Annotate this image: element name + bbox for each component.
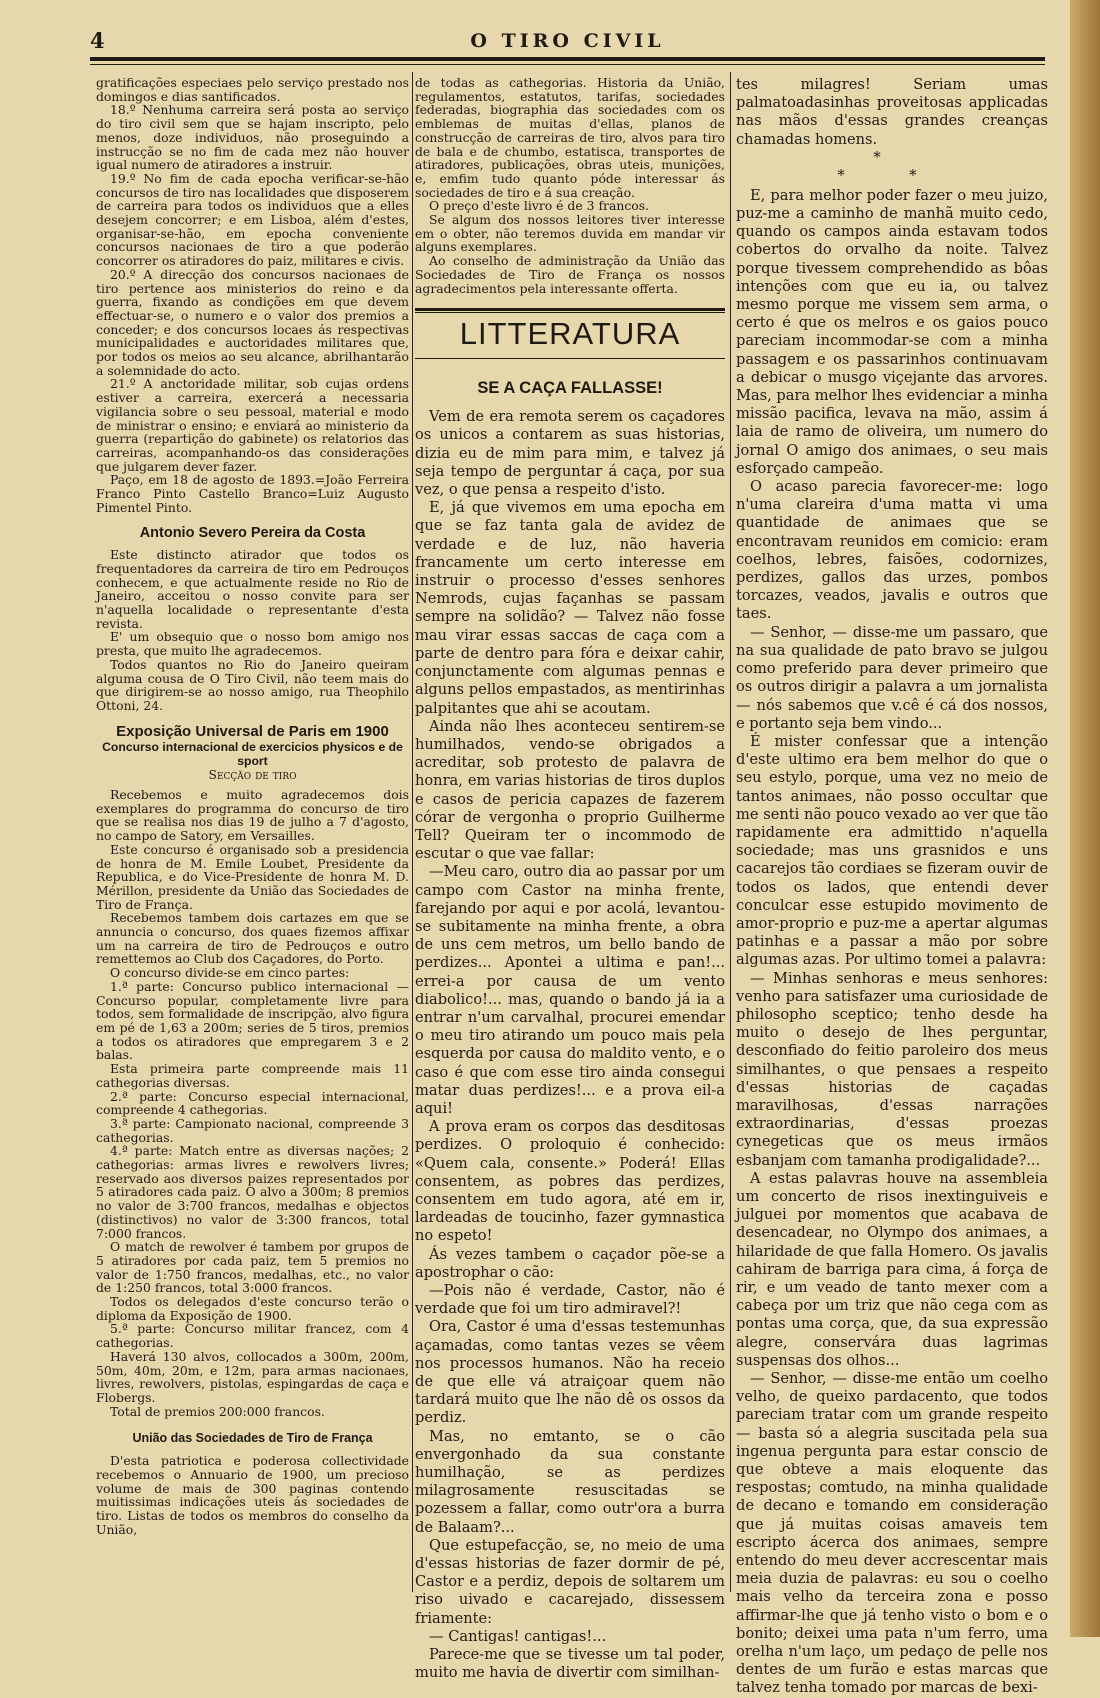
article-paragraph: 21.º A anctoridade militar, sob cujas ordens estiver a carreira, exercerá a necessaria vigilancia sobre o seu pessoal, material e modo de ministrar o ensino; e enviará ao ministerio da guerra (repartição do gabinete) os relatorios das carreiras, acompanhando-os das considerações que julgarem dever fazer.	[96, 376, 409, 474]
section-rule	[415, 308, 725, 313]
article-paragraph: O match de rewolver é tambem por grupos de 5 atiradores por cada paiz, tem 5 premios no valor de 1:750 francos, medalhas, etc., no valor de 1:250 francos, total 3:000 francos.	[96, 1239, 409, 1296]
article-paragraph: E' um obsequio que o nosso bom amigo nos presta, que muito lhe agradecemos.	[96, 629, 409, 659]
story-paragraph: Que estupefacção, se, no meio de uma d'essas historias de fazer dormir de pé, Castor e a perdiz, depois de soltarem um riso uivado e cacarejado, dissessem friamente:	[415, 1536, 725, 1627]
column-divider-left	[412, 72, 413, 1592]
article-paragraph: gratificações especiaes pelo serviço prestado nos domingos e dias santificados.	[96, 75, 409, 104]
article-paragraph: 3.ª parte: Campionato nacional, compreende 3 cathegorias.	[96, 1115, 409, 1145]
article-paragraph: O preço d'este livro é de 3 francos.	[429, 198, 650, 214]
article-paragraph: Este distincto atirador que todos os frequentadores da carreira de tiro em Pedrouços conhecem, e que actualmente reside no Rio de Janeiro, acceitou o nosso convite para ser n'aquella localidade o representante d'esta revista.	[96, 547, 409, 631]
paper-edge	[1070, 0, 1100, 1637]
article-paragraph: de todas as cathegorias. Historia da União, regulamentos, estatutos, tarifas, sociedades federadas, biographia das sociedades com os emblemas de muitas d'ellas, planos de construcção de carreiras de tiro, alvos para tiro de bala e de chumbo, estatisca, transportes de atiradores, publicações, obras uteis, munições, e, emfim tudo quanto póde interessar ás sociedades de tiro e á sua creação.	[415, 75, 725, 200]
article-paragraph: Todos os delegados d'este concurso terão o diploma da Exposição de 1900.	[96, 1294, 409, 1323]
section-label: Secção de tiro	[208, 768, 297, 783]
asterism-bottom: * *	[837, 166, 947, 184]
section-title-rule	[415, 358, 725, 361]
column-left	[96, 76, 409, 1594]
story-paragraph: A estas palavras houve na assembleia um concerto de risos inextinguiveis e julguei por momentos que acabava de desencadear, no Olympo dos animaes, a hilaridade de que falla Homero. Os javalis cahiram de barriga para cima, á força de rir, e um veado de tanto mexer com a cabeça por um triz que não cega com as pontas uma corça, que, da sua expressão alegre, conservára duas lagrimas suspensas dos olhos...	[736, 1169, 1048, 1369]
story-paragraph: — Minhas senhoras e meus senhores: venho para satisfazer uma curiosidade de philosopho sceptico; tenho desde ha muito o desejo de lhes perguntar, desconfiado do feitio paroleiro dos meus similhantes, o que pensaes a respeito d'essas historias de caçadas maravilhosas, d'essas narrações extraordinarias, d'essas proezas cynegeticas que os meus irmãos esbanjam com tamanha prodigalidade?...	[736, 969, 1048, 1169]
article-paragraph: Haverá 130 alvos, collocados a 300m, 200m, 50m, 40m, 20m, e 12m, para armas nacionaes, livres, rewolvers, pistolas, espingardas de caça e Flobergs.	[96, 1348, 409, 1405]
article-paragraph: Total de premios 200:000 francos.	[110, 1403, 325, 1419]
section-subheading: Concurso internacional de exercicios physicos e de sport	[102, 740, 403, 769]
header-rule-thin	[90, 64, 1045, 65]
story-paragraph: E, já que vivemos em uma epocha em que se faz tanta gala de avidez de verdade e de luz, não haveria francamente um certo interesse em instruir o processo d'esses senhores Nemrods, cujas façanhas se passam sempre na solidão? — Talvez não fosse mau virar essas saccas de caça com a parte de dentro para fóra e deixar cahir, conjunctamente com algumas pennas e alguns pellos empastados, as mentirinhas palpitantes que ahi se acoutam.	[415, 499, 725, 717]
article-paragraph: 2.ª parte: Concurso especial internacional, compreende 4 cathegorias.	[96, 1088, 409, 1118]
column-right	[736, 76, 1048, 1697]
article-paragraph: 4.ª parte: Match entre as diversas nações; 2 cathegorias: armas livres e rewolvers livres; reservado aos diversos paizes representados por 5 atiradores cada paiz. O alvo a 300m; 8 premios no valor de 3:700 francos, medalhas e objectos (distinctivos) no valor de 3:300 francos, total 7:000 francos.	[96, 1143, 409, 1241]
page-number: 4	[90, 28, 105, 53]
section-heading-uniao: União das Sociedades de Tiro de França	[132, 1431, 373, 1446]
story-paragraph: A prova eram os corpos das desditosas perdizes. O proloquio é conhecido: «Quem cala, consente.» Poderá! Ellas consentem, as pobres das perdizes, consentem em tudo agora, até em ir, lardeadas de toucinho, fazer gymnastica no espeto!	[415, 1118, 725, 1245]
article-paragraph: O concurso divide-se em cinco partes:	[110, 965, 350, 981]
section-heading-costa: Antonio Severo Pereira da Costa	[139, 524, 366, 541]
article-paragraph: Ao conselho de administração da União das Sociedades de Tiro de França os nossos agradecimentos pela interessante offerta.	[415, 253, 725, 296]
story-paragraph: Ora, Castor é uma d'essas testemunhas açamadas, como tantas vezes se vêem nos processos humanos. Não ha receio de que elle vá atraiçoar quem não tardará muito que lhe não dê os ossos da perdiz.	[415, 1318, 725, 1427]
story-paragraph: Ás vezes tambem o caçador põe-se a apostrophar o cão:	[415, 1245, 725, 1281]
story-paragraph: Vem de era remota serem os caçadores os unicos a contarem as suas historias, dizia eu de mim para mim, e talvez já seja tempo de perguntar á caça, por sua vez, o que pensa a respeito d'isto.	[415, 408, 725, 499]
article-paragraph: Se algum dos nossos leitores tiver interesse em o obter, não teremos duvida em mandar vir alguns exemplares.	[415, 212, 725, 255]
story-paragraph: — Senhor, — disse-me então um coelho velho, de queixo pardacento, que todos pareciam tratar com um grande respeito — basta só a alegria suscitada pela sua ingenua pergunta para estar conscio de que obteve a mais eloquente das respostas; comtudo, na minha qualidade de decano e tomando em consideração que já muitas coisas amaveis tem escripto ácerca dos animaes, sempre entendo do meu dever accrescentar mais meia duzia de palavras: eu sou o coelho mais velho da terceira zona e posso affirmar-lhe que já tenho visto o bom e o bonito; deixei uma pata n'um ferro, uma orelha n'um laço, um pedaço de pelle nos dentes de um furão e estas marcas que talvez tenha tomado por marcas de bexi-	[736, 1370, 1048, 1697]
article-paragraph: Todos quantos no Rio do Janeiro queiram alguma cousa de O Tiro Civil, não teem mais do que dirigirem-se ao nosso amigo, rua Theophilo Ottoni, 24.	[96, 656, 409, 713]
story-paragraph: E, para melhor poder fazer o meu juizo, puz-me a caminho de manhã muito cedo, quando os campos ainda estavam todos cobertos do orvalho da noite. Talvez porque tivessem comprehendido as bôas intenções com que eu ia, ou talvez mesmo porque me vissem sem arma, o certo é que os melros e os gaios pouco pareciam incommodar-se com a minha passagem e os passarinhos continuavam a debicar o musgo viçejante das arvores. Mas, para melhor lhes evidenciar a minha missão pacifica, levava na mão, assim á laia de ramo de oliveira, um numero do jornal O amigo dos animaes, o seu mais esforçado campeão.	[736, 186, 1048, 477]
section-heading-exposicao: Exposição Universal de Paris em 1900	[116, 722, 389, 740]
column-divider-right	[730, 72, 731, 1592]
story-paragraph: Parece-me que se tivesse um tal poder, muito me havia de divertir com similhan-	[415, 1646, 725, 1682]
column-middle	[415, 75, 725, 1682]
asterism-top: *	[873, 148, 911, 166]
story-paragraph: É mister confessar que a intenção d'este ultimo era bem melhor do que o seu estylo, porque, uma vez no meio de tantos animaes, não posso occultar que me senti não pouco vexado ao ver que tão rapidamente era admittido n'aquella sociedade; mas uns grasnidos e uns cacarejos tão cordiaes se fizeram ouvir de todos os lados, que entendi dever conculcar esse estupido movimento de amor-proprio e puz-me a apertar algumas patinhas e a passar a mão por sobre algumas azas. Por ultimo tomei a palavra:	[736, 732, 1048, 969]
article-paragraph: Este concurso é organisado sob a presidencia de honra de M. Emile Loubet, Presidente da Republica, e do Vice-Presidente de honra M. D. Mérillon, presidente da União das Sociedades de Tiro de França.	[96, 841, 409, 912]
story-paragraph: Ainda não lhes aconteceu sentirem-se humilhados, vendo-se obrigados a acreditar, sob protesto de palavra de honra, em varias historias de tiros duplos e casos de pericia capazes de fazerem córar de vergonha o proprio Guilherme Tell? Queiram ter o incommodo de escutar o que vae fallar:	[415, 717, 725, 863]
article-paragraph: Esta primeira parte compreende mais 11 cathegorias diversas.	[96, 1061, 409, 1090]
story-title: SE A CAÇA FALLASSE!	[477, 379, 663, 398]
article-paragraph: 1.ª parte: Concurso publico internacional — Concurso popular, completamente livre para todos, sem formalidade de inscripção, alvo figura em pé de 1,63 a 200m; series de 5 tiros, premios a todos os atiradores que empregarem 3 e 2 balas.	[96, 978, 409, 1063]
article-paragraph: D'esta patriotica e poderosa collectividade recebemos o Annuario de 1900, um precioso volume de mais de 300 paginas contendo muitissimas indicações uteis ás sociedades de tiro. Listas de todos os membros do conselho da União,	[96, 1453, 409, 1537]
article-paragraph: Recebemos tambem dois cartazes em que se annuncia o concurso, dos quaes fizemos affixar um na carreira de tiro de Pedrouços e outro remettemos ao Club dos Caçadores, do Porto.	[96, 910, 409, 967]
story-paragraph: O acaso parecia favorecer-me: logo n'uma clareira d'uma matta vi uma quantidade de animaes que se encontravam reunidos em comicio: eram coelhos, lebres, faisões, codornizes, perdizes, gallos das urzes, pombos torcazes, veados, javalis e outros que taes.	[736, 478, 1048, 623]
article-signature: Paço, em 18 de agosto de 1893.=João Ferreira Franco Pinto Castello Branco=Luiz Augusto Pimentel Pinto.	[96, 472, 409, 515]
story-paragraph: —Meu caro, outro dia ao passar por um campo com Castor na minha frente, farejando por aqui e por acolá, levantou-se subitamente na minha frente, a obra de uns cem metros, um bello bando de perdizes... Apontei a ultima e pan!... errei-a por causa de um vento diabolico!... mas, quando o bando já ia a entrar n'um carvalhal, procurei emendar o meu tiro atirando um pouco mais pela esquerda por causa do maldito vento, e o caso é que com esse tiro ainda consegui matar duas perdizes!... e a prova eil-a aqui!	[415, 863, 725, 1117]
journal-title: O TIRO CIVIL	[470, 30, 665, 52]
story-paragraph: Mas, no emtanto, se o cão envergonhado da sua constante humilhação, se as perdizes milagrosamente resuscitadas se pozessem a fallar, como outr'ora a burra de Balaam?...	[415, 1427, 725, 1536]
story-paragraph: —Pois não é verdade, Castor, não é verdade que foi um tiro admiravel?!	[415, 1282, 725, 1318]
story-paragraph: tes milagres! Seriam umas palmatoadasinhas proveitosas applicadas nas mãos d'essas grandes creanças chamadas homens.	[736, 76, 1048, 148]
article-paragraph: 20.º A direcção dos concursos nacionaes de tiro pertence aos ministerios do reino e da guerra, fixando as condições em que devem effectuar-se, o numero e o valor dos premios a conceder; e dos concursos locaes ás respectivas municipalidades e auctoridades militares que, por todos os meios ao seu alcance, abrilhantarão a solemnidade do acto.	[96, 266, 409, 378]
story-paragraph: — Senhor, — disse-me um passaro, que na sua qualidade de pato bravo se julgou como preferido para dever primeiro que os outros dirigir a palavra a um jornalista — nós sabemos que v.cê é cá dos nossos, e portanto seja bem vindo...	[736, 623, 1048, 732]
story-paragraph: — Cantigas! cantigas!...	[429, 1627, 607, 1645]
article-paragraph: Recebemos e muito agradecemos dois exemplares do programma do concurso de tiro que se realisa nos dias 19 de julho a 7 d'agosto, no campo de Satory, em Versailles.	[96, 787, 409, 844]
section-title-litteratura: LITTERATURA	[459, 316, 681, 352]
article-paragraph: 5.ª parte: Concurso militar francez, com 4 cathegorias.	[96, 1321, 409, 1351]
article-paragraph: 19.º No fim de cada epocha verificar-se-hão concursos de tiro nas localidades que disposerem de carreira para todos os individuos que a elles desejem concorrer; e em Lisboa, além d'estes, organisar-se-hão, em epocha conveniente concursos nacionaes de tiro a que poderão concorrer os atiradores do paiz, militares e civis.	[96, 170, 409, 269]
header-rule	[90, 57, 1045, 61]
article-paragraph: 18.º Nenhuma carreira será posta ao serviço do tiro civil sem que se hajam inscripto, pelo menos, doze individuos, não proseguindo a instrucção se no fim de cada mez não houver igual numero de atiradores a instruir.	[96, 102, 409, 173]
